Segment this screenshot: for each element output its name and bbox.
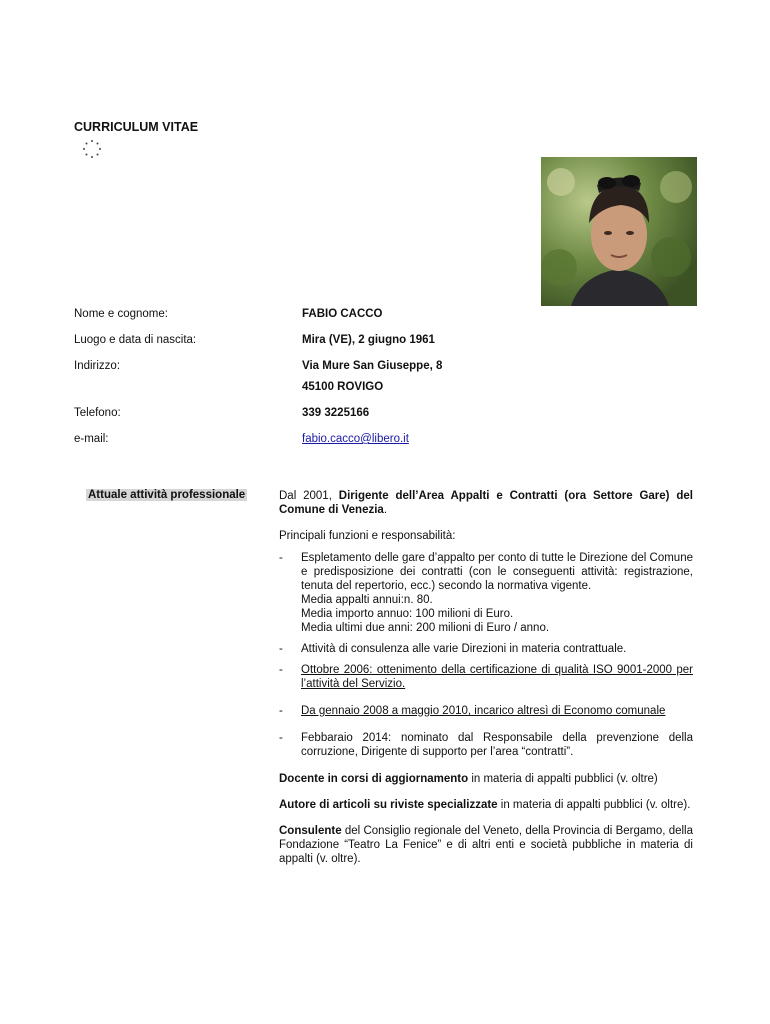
address-line2: 45100 ROVIGO xyxy=(302,381,384,393)
list-item-text: Media appalti annui:n. 80. xyxy=(301,594,433,606)
intro-prefix: Dal 2001, xyxy=(279,490,332,502)
teaching-bold: Docente in corsi di aggiornamento xyxy=(279,773,469,785)
address-label: Indirizzo: xyxy=(74,360,121,372)
intro-paragraph xyxy=(279,489,693,517)
name-value: FABIO CACCO xyxy=(302,308,383,320)
consultant-paragraph xyxy=(279,824,693,866)
consultant-bold: Consulente xyxy=(279,825,342,837)
teaching-rest: in materia di appalti pubblici (v. oltre) xyxy=(468,773,658,785)
list-item-text: Media importo annuo: 100 milioni di Euro. xyxy=(301,608,514,620)
list-item-text: Attività di consulenza alle varie Direzioni in materia contrattuale. xyxy=(301,643,627,655)
consultant-rest: del Consiglio regionale del Veneto, della Provincia di Bergamo, della Fondazione “Teatro La Fenice” e di altri enti e società pubbliche in materia di appalti (v. oltre). xyxy=(279,825,693,865)
list-item-text: Febbaraio 2014: nominato dal Responsabile della prevenzione della corruzione, Dirigente di supporto per l’area “contratti”. xyxy=(301,732,693,758)
functions-heading: Principali funzioni e responsabilità: xyxy=(279,530,456,542)
phone-label: Telefono: xyxy=(74,407,121,419)
responsibilities-list xyxy=(279,551,693,759)
list-item: - Espletamento delle gare d’appalto per conto di tutte le Direzione del Comune e predisposizione dei contratti (con le conseguenti attività: registrazione, tenuta del repertorio, ecc.) secondo la normativa vigente. Media appalti annui:n. 80. Media importo annuo: 100 milioni di Euro. Media ultimi due anni: 200 milioni di Euro / anno. xyxy=(279,552,693,634)
list-item-text: Media ultimi due anni: 200 milioni di Euro / anno. xyxy=(301,622,550,634)
profile-photo xyxy=(541,157,697,306)
phone-value: 339 3225166 xyxy=(302,407,370,419)
birth-label: Luogo e data di nascita: xyxy=(74,334,197,346)
list-item-text: Da gennaio 2008 a maggio 2010, incarico altresì di Economo comunale xyxy=(301,705,666,717)
section-content xyxy=(279,489,693,878)
list-item: - Ottobre 2006: ottenimento della certificazione di qualità ISO 9001-2000 per l’attività del Servizio. xyxy=(279,664,693,690)
teaching-paragraph xyxy=(279,772,693,786)
list-item: - Da gennaio 2008 a maggio 2010, incarico altresì di Economo comunale xyxy=(279,705,666,717)
document-title: CURRICULUM VITAE xyxy=(74,120,199,134)
loading-spinner-icon xyxy=(82,139,102,159)
intro-role: Dirigente dell’Area Appalti e Contratti (ora Settore Gare) del Comune di Venezia xyxy=(279,490,693,516)
birth-value: Mira (VE), 2 giugno 1961 xyxy=(302,334,435,346)
list-item: - Febbaraio 2014: nominato dal Responsabile della prevenzione della corruzione, Dirigente di supporto per l’area “contratti”. xyxy=(279,732,693,758)
intro-suffix: . xyxy=(383,504,388,516)
section-label: Attuale attività professionale xyxy=(88,489,246,501)
author-rest: in materia di appalti pubblici (v. oltre). xyxy=(497,799,691,811)
list-item: - Attività di consulenza alle varie Direzioni in materia contrattuale. xyxy=(279,643,627,655)
list-item-text: Ottobre 2006: ottenimento della certificazione di qualità ISO 9001-2000 per l’attività del Servizio. xyxy=(301,664,693,690)
name-label: Nome e cognome: xyxy=(74,308,168,320)
author-paragraph xyxy=(279,798,693,812)
address-line1: Via Mure San Giuseppe, 8 xyxy=(302,360,443,372)
email-link[interactable]: fabio.cacco@libero.it xyxy=(302,433,409,445)
email-label: e-mail: xyxy=(74,433,109,445)
author-bold: Autore di articoli su riviste specializzate xyxy=(279,799,498,811)
list-item-text: Espletamento delle gare d’appalto per conto di tutte le Direzione del Comune e predisposizione dei contratti (con le conseguenti attività: registrazione, tenuta del repertorio, ecc.) secondo la normativa vigente. xyxy=(301,552,693,592)
